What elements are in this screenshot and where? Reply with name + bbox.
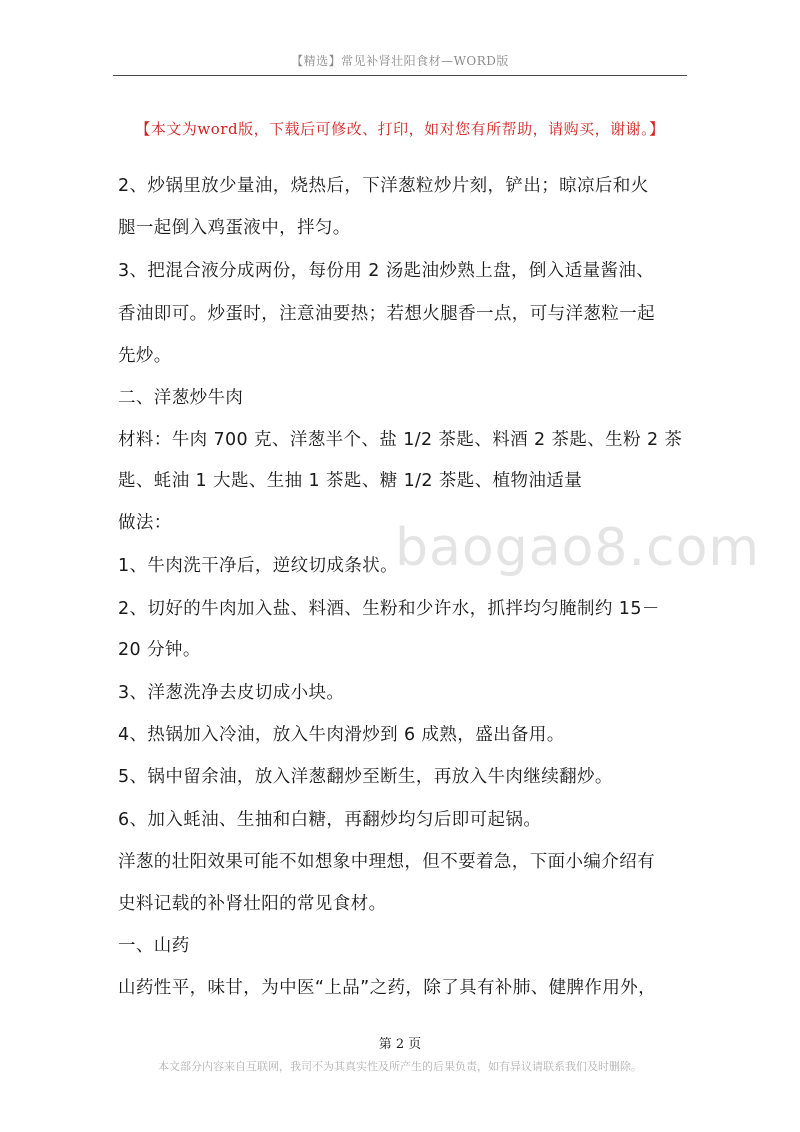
page-number: 第 2 页 [378,1037,422,1052]
watermark: baogao8.com [395,518,761,578]
text-line: 4、热锅加入冷油，放入牛肉滑炒到 6 成熟，盛出备用。 [118,725,565,745]
text-line: 2、炒锅里放少量油，烧热后，下洋葱粒炒片刻，铲出；晾凉后和火 [118,176,649,196]
text-line: 做法： [118,513,172,533]
text-line: 山药性平，味甘，为中医“上品”之药，除了具有补肺、健脾作用外， [118,978,657,998]
text-line: 3、洋葱洗净去皮切成小块。 [118,683,345,703]
footer-disclaimer: 本文部分内容来自互联网，我司不为其真实性及所产生的后果负责，如有异议请联系我们及时删除。 [158,1060,642,1073]
text-line: 香油即可。炒蛋时，注意油要热；若想火腿香一点，可与洋葱粒一起 [118,304,655,324]
text-line: 2、切好的牛肉加入盐、料酒、生粉和少许水，抓拌均匀腌制约 15－ [118,599,660,619]
text-line: 20 分钟。 [118,640,201,660]
header-divider [113,75,687,76]
text-line: 5、锅中留余油，放入洋葱翻炒至断生，再放入牛肉继续翻炒。 [118,767,613,787]
text-line: 材料：牛肉 700 克、洋葱半个、盐 1/2 茶匙、料酒 2 茶匙、生粉 2 茶 [118,430,683,450]
download-notice: 【本文为word版，下载后可修改、打印，如对您有所帮助，请购买，谢谢。】 [135,120,665,138]
text-line: 洋葱的壮阳效果可能不如想象中理想，但不要着急，下面小编介绍有 [118,852,655,872]
header-title: 【精选】常见补肾壮阳食材—WORD版 [291,54,509,68]
text-line: 6、加入蚝油、生抽和白糖，再翻炒均匀后即可起锅。 [118,810,542,830]
text-line: 腿一起倒入鸡蛋液中，拌匀。 [118,218,351,238]
section-heading: 一、山药 [118,936,190,956]
section-heading: 二、洋葱炒牛肉 [118,388,244,408]
text-line: 先炒。 [118,346,172,366]
text-line: 匙、蚝油 1 大匙、生抽 1 茶匙、糖 1/2 茶匙、植物油适量 [118,471,583,491]
text-line: 1、牛肉洗干净后，逆纹切成条状。 [118,556,399,576]
text-line: 史料记载的补肾壮阳的常见食材。 [118,894,387,914]
text-line: 3、把混合液分成两份，每份用 2 汤匙油炒熟上盘，倒入适量酱油、 [118,261,655,281]
